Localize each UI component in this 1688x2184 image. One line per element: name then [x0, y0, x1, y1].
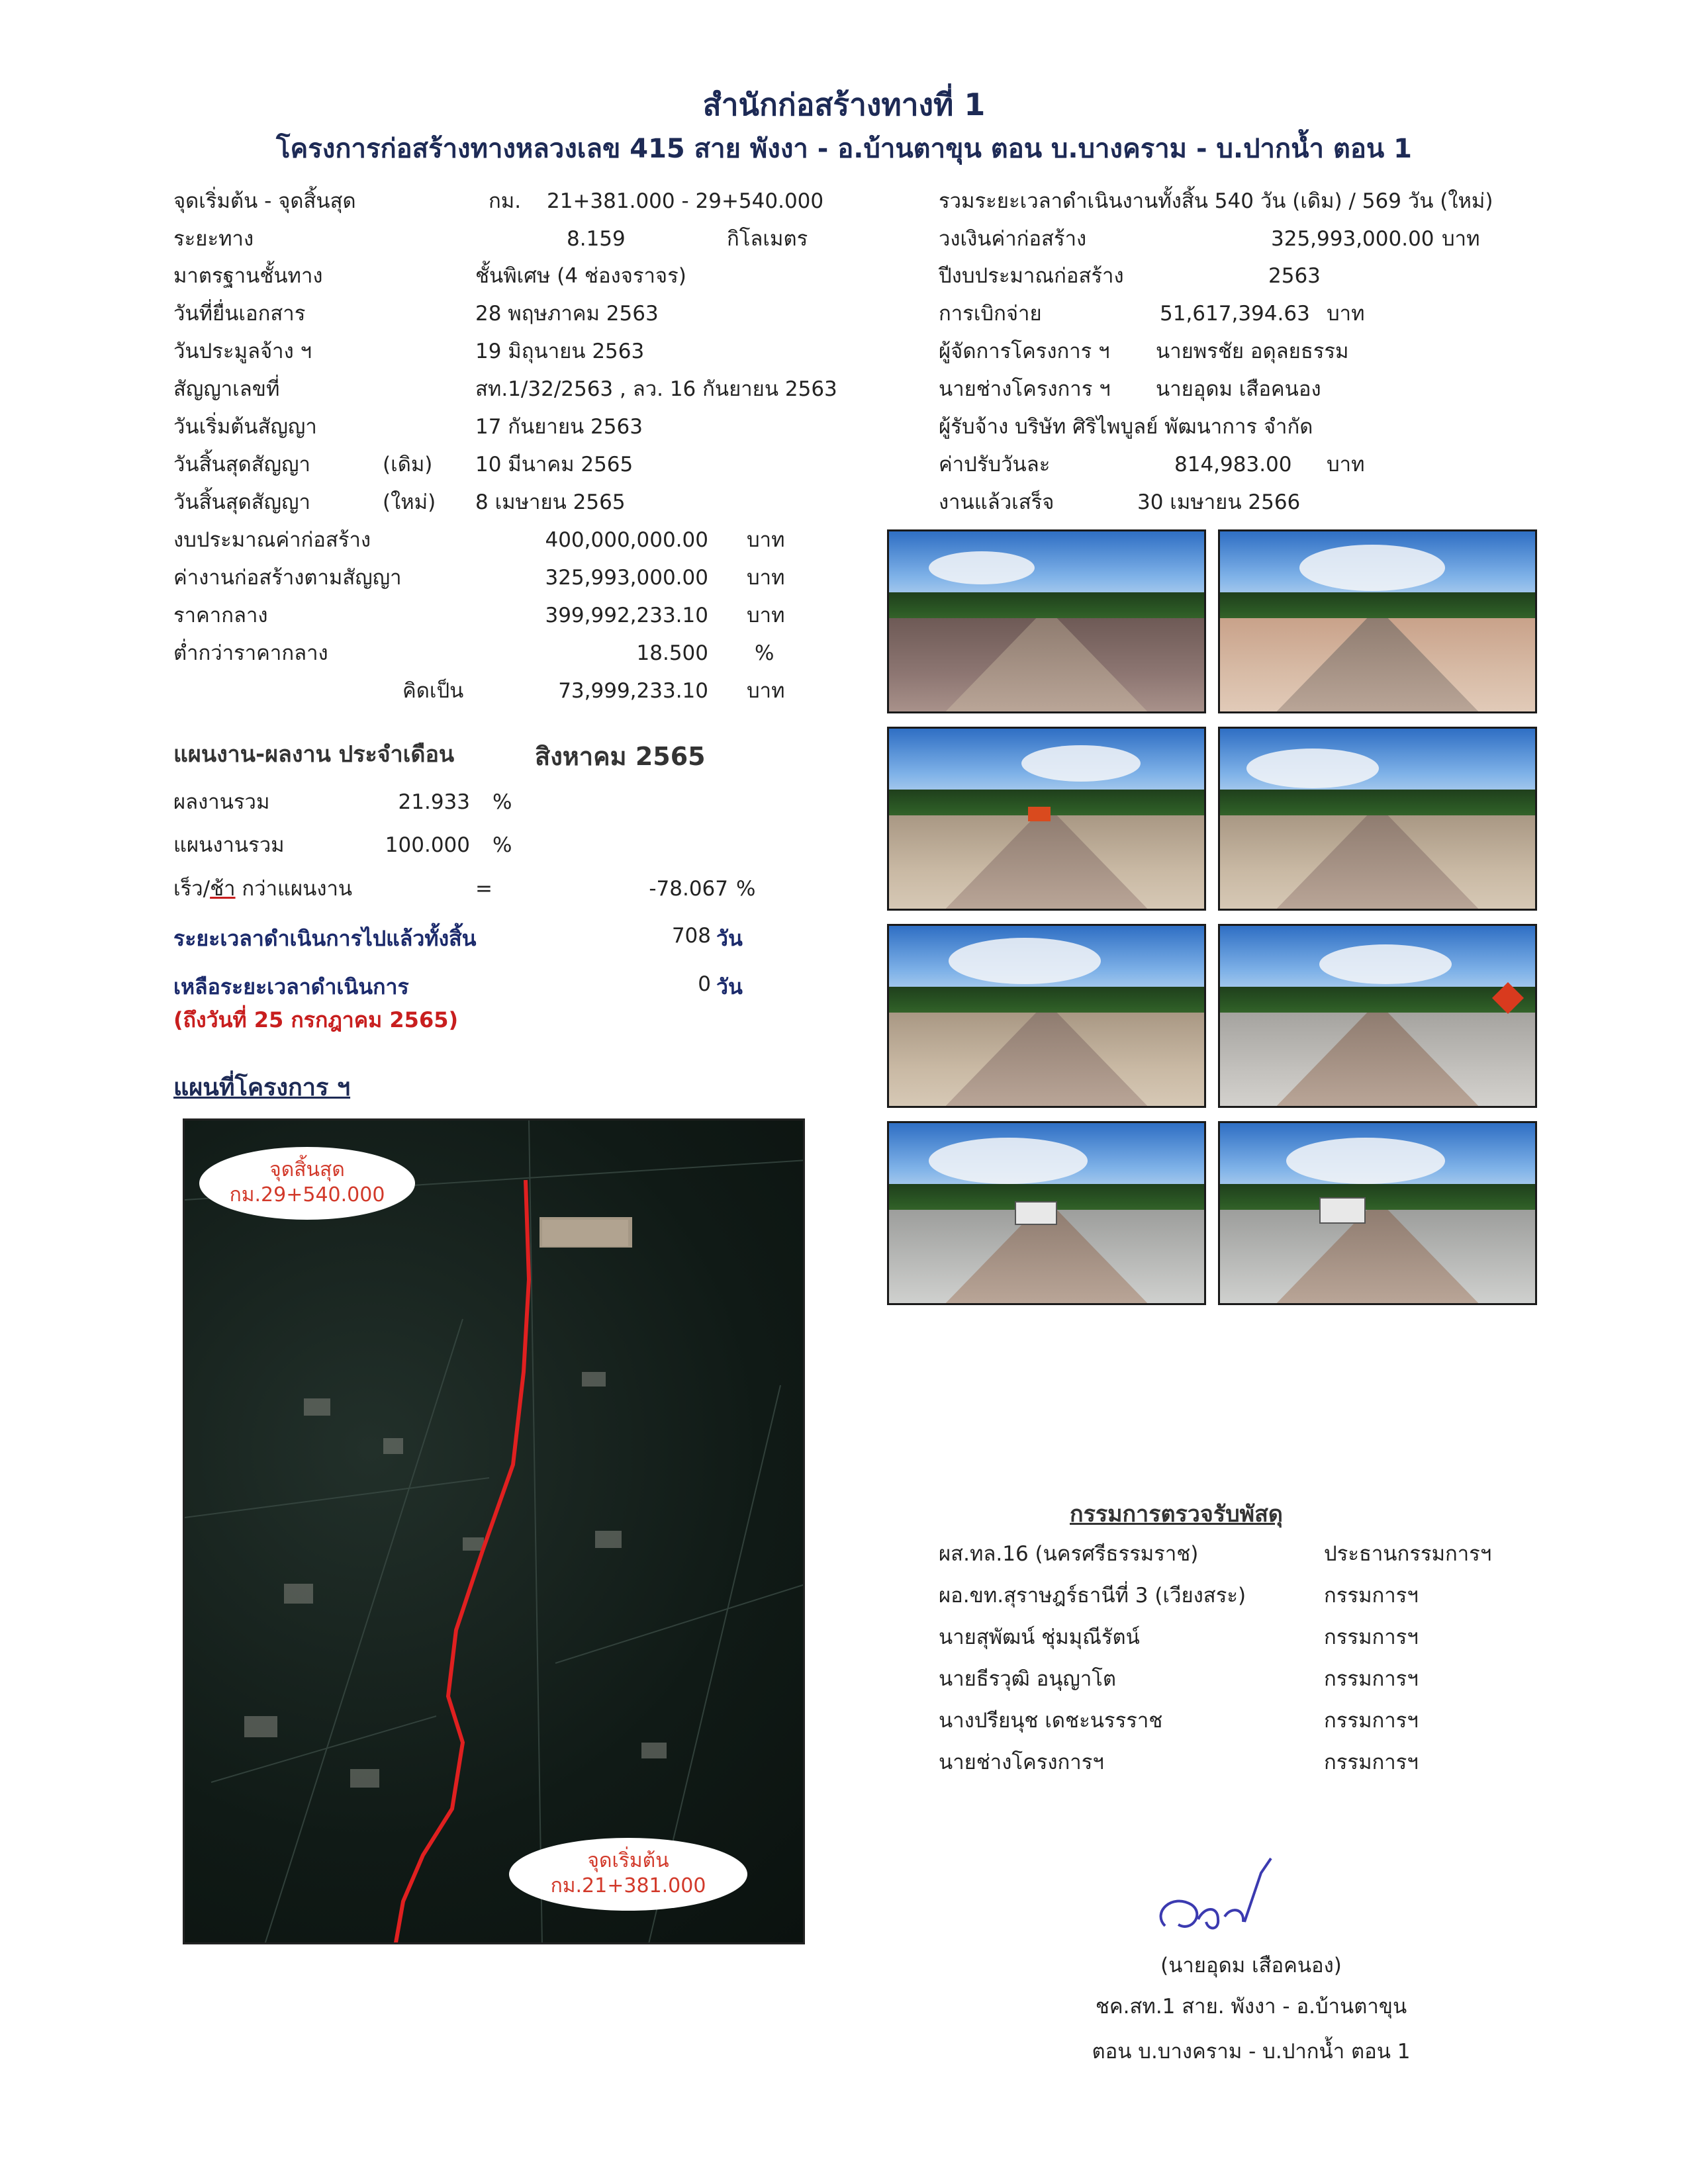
submit-label: วันที่ยื่นเอกสาร — [173, 302, 306, 326]
elapsed-label: ระยะเวลาดำเนินการไปแล้วทั้งสิ้น — [173, 926, 477, 951]
committee-member-name: นายสุพัฒน์ ชุ่มมุณีรัตน์ — [939, 1625, 1140, 1649]
construction-money-value: 325,993,000.00 — [1271, 227, 1434, 251]
fiscal-value: 2563 — [1268, 264, 1321, 288]
actual-label: ผลงานรวม — [173, 790, 270, 814]
median-value: 399,992,233.10 — [545, 604, 708, 627]
engineer-label: นายช่างโครงการ ฯ — [939, 377, 1111, 401]
plan-value: 100.000 — [385, 833, 470, 857]
fine-unit: บาท — [1327, 453, 1365, 477]
committee-member-name: ผอ.ขท.สุราษฎร์ธานีที่ 3 (เวียงสระ) — [939, 1584, 1246, 1608]
page-title: สำนักก่อสร้างทางที่ 1 — [702, 87, 986, 122]
progress-month: สิงหาคม 2565 — [535, 742, 706, 771]
site-photo — [1218, 529, 1537, 713]
equal-value: 73,999,233.10 — [558, 679, 708, 703]
start-km: กม.21+381.000 — [550, 1874, 706, 1897]
diff-fast: เร็ว/ — [173, 877, 211, 901]
committee-member-name: นายธีรวุฒิ อนุญาโต — [939, 1667, 1117, 1691]
remaining-value: 0 — [698, 972, 711, 996]
budget-value: 400,000,000.00 — [545, 528, 708, 552]
contract-cost-label: ค่างานก่อสร้างตามสัญญา — [173, 566, 402, 590]
committee-member-name: ผส.ทล.16 (นครศรีธรรมราช) — [939, 1542, 1199, 1566]
distance-unit: กิโลเมตร — [727, 227, 808, 251]
auction-label: วันประมูลจ้าง ฯ — [173, 340, 312, 363]
actual-value: 21.933 — [398, 790, 470, 814]
contract-end-new-label: วันสิ้นสุดสัญญา — [173, 490, 310, 514]
manager-value: นายพรชัย อดุลยธรรม — [1156, 340, 1349, 363]
diff-percent: % — [736, 877, 756, 901]
committee-member-role: กรรมการฯ — [1324, 1751, 1419, 1774]
progress-heading: แผนงาน-ผลงาน ประจำเดือน — [173, 741, 455, 768]
signer-section: ตอน บ.บางคราม - บ.ปากน้ำ ตอน 1 — [1092, 2040, 1411, 2064]
project-map — [183, 1118, 805, 1944]
contract-end-new-value: 8 เมษายน 2565 — [475, 490, 626, 514]
standard-label: มาตรฐานชั้นทาง — [173, 264, 323, 288]
below-label: ต่ำกว่าราคากลาง — [173, 641, 328, 665]
site-photo — [1218, 1121, 1537, 1305]
plan-label: แผนงานรวม — [173, 833, 285, 857]
contract-end-old-value: 10 มีนาคม 2565 — [475, 453, 633, 477]
start-point-callout — [509, 1838, 747, 1911]
contract-start-label: วันเริ่มต้นสัญญา — [173, 415, 317, 439]
fine-value: 814,983.00 — [1174, 453, 1292, 477]
map-graphic — [185, 1120, 805, 1944]
site-photo — [887, 1121, 1206, 1305]
elapsed-value: 708 — [671, 924, 711, 948]
actual-percent: % — [492, 790, 512, 814]
end-point-callout — [199, 1147, 415, 1220]
signer-name: (นายอุดม เสือคนอง) — [1160, 1954, 1342, 1978]
plan-percent: % — [492, 833, 512, 857]
distance-value: 8.159 — [567, 227, 626, 251]
end-label: จุดสิ้นสุด — [269, 1158, 345, 1181]
finished-value: 30 เมษายน 2566 — [1137, 490, 1301, 514]
contract-no-value: สท.1/32/2563 , ลว. 16 กันยายน 2563 — [475, 377, 837, 401]
elapsed-unit: วัน — [716, 926, 743, 951]
site-photo — [887, 924, 1206, 1108]
median-label: ราคากลาง — [173, 604, 268, 627]
committee-member-role: กรรมการฯ — [1324, 1625, 1419, 1649]
committee-member-name: นางปรียนุช เดชะนรรราช — [939, 1709, 1163, 1733]
contract-no-label: สัญญาเลขที่ — [173, 377, 280, 401]
start-end-label: จุดเริ่มต้น - จุดสิ้นสุด — [173, 189, 356, 213]
below-percent: % — [755, 641, 774, 665]
engineer-value: นายอุดม เสือคนอง — [1156, 377, 1321, 401]
km-label: กม. — [489, 189, 522, 213]
fine-label: ค่าปรับวันละ — [939, 453, 1051, 477]
budget-unit: บาท — [747, 528, 785, 552]
route-line — [395, 1180, 529, 1944]
fiscal-label: ปีงบประมาณก่อสร้าง — [939, 264, 1124, 288]
map-heading: แผนที่โครงการ ฯ — [173, 1074, 351, 1101]
site-photo — [887, 529, 1206, 713]
as-of-date: (ถึงวันที่ 25 กรกฎาคม 2565) — [173, 1007, 459, 1032]
finished-label: งานแล้วเสร็จ — [939, 490, 1055, 514]
signer-position: ชค.สท.1 สาย. พังงา - อ.บ้านตาขุน — [1095, 1995, 1407, 2019]
committee-member-role: กรรมการฯ — [1324, 1584, 1419, 1608]
diff-equals: = — [475, 877, 492, 901]
committee-member-role: ประธานกรรมการฯ — [1324, 1542, 1492, 1566]
signature-image — [1145, 1853, 1284, 1952]
end-km: กม.29+540.000 — [229, 1183, 385, 1206]
committee-member-role: กรรมการฯ — [1324, 1709, 1419, 1733]
duration-text: รวมระยะเวลาดำเนินงานทั้งสิ้น 540 วัน (เดิม) / 569 วัน (ใหม่) — [939, 189, 1493, 213]
committee-member-role: กรรมการฯ — [1324, 1667, 1419, 1691]
contract-cost-unit: บาท — [747, 566, 785, 590]
page-subtitle: โครงการก่อสร้างทางหลวงเลข 415 สาย พังงา - อ.บ้านตาขุน ตอน บ.บางคราม - บ.ปากน้ำ ตอน 1 — [276, 134, 1412, 164]
disbursed-unit: บาท — [1327, 302, 1365, 326]
remaining-unit: วัน — [716, 974, 743, 999]
budget-label: งบประมาณค่าก่อสร้าง — [173, 528, 371, 552]
below-value: 18.500 — [636, 641, 708, 665]
disbursed-value: 51,617,394.63 — [1160, 302, 1310, 326]
diff-slow: ช้า — [210, 877, 236, 901]
construction-money-unit: บาท — [1442, 227, 1480, 251]
remaining-label: เหลือระยะเวลาดำเนินการ — [173, 974, 409, 999]
site-photo — [1218, 924, 1537, 1108]
committee-heading: กรรมการตรวจรับพัสดุ — [1070, 1501, 1283, 1527]
construction-money-label: วงเงินค่าก่อสร้าง — [939, 227, 1087, 251]
start-end-value: 21+381.000 - 29+540.000 — [547, 189, 824, 213]
new-tag: (ใหม่) — [383, 490, 436, 514]
contractor-text: ผู้รับจ้าง บริษัท ศิริไพบูลย์ พัฒนาการ จำกัด — [939, 415, 1313, 439]
start-label: จุดเริ่มต้น — [587, 1849, 669, 1872]
committee-member-name: นายช่างโครงการฯ — [939, 1751, 1104, 1774]
submit-value: 28 พฤษภาคม 2563 — [475, 302, 659, 326]
old-tag: (เดิม) — [383, 453, 433, 477]
diff-rest: กว่าแผนงาน — [235, 877, 353, 901]
site-photo — [887, 727, 1206, 911]
standard-value: ชั้นพิเศษ (4 ช่องจราจร) — [475, 264, 686, 288]
disbursed-label: การเบิกจ่าย — [939, 302, 1042, 326]
diff-label — [173, 876, 352, 902]
median-unit: บาท — [747, 604, 785, 627]
distance-label: ระยะทาง — [173, 227, 254, 251]
equal-unit: บาท — [747, 679, 785, 703]
contract-start-value: 17 กันยายน 2563 — [475, 415, 643, 439]
contract-cost-value: 325,993,000.00 — [545, 566, 708, 590]
contract-end-old-label: วันสิ้นสุดสัญญา — [173, 453, 310, 477]
equal-label: คิดเป็น — [402, 679, 464, 703]
manager-label: ผู้จัดการโครงการ ฯ — [939, 340, 1110, 363]
diff-value: -78.067 — [649, 877, 728, 901]
auction-value: 19 มิถุนายน 2563 — [475, 340, 645, 363]
site-photo — [1218, 727, 1537, 911]
